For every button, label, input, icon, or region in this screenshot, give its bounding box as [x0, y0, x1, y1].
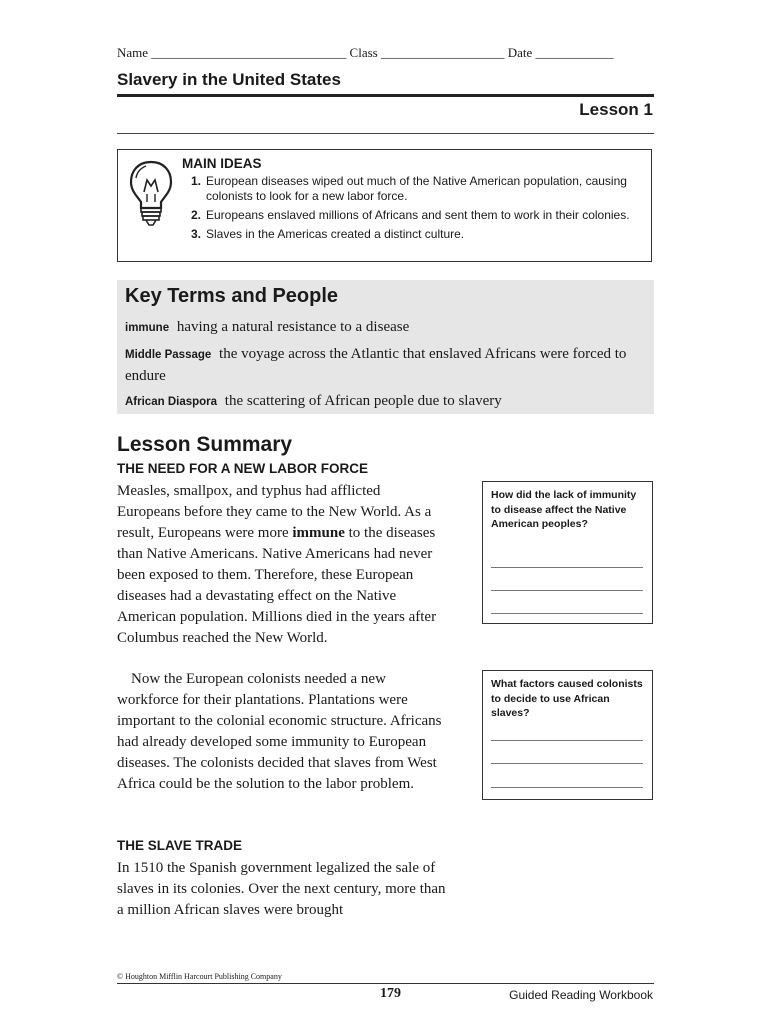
- unit-title: Slavery in the United States: [117, 70, 341, 89]
- section-heading-slave-trade: THE SLAVE TRADE: [117, 838, 243, 853]
- summary-paragraph-3: In 1510 the Spanish government legalized the sale of slaves in its colonies. Over the next century, more than a million African slaves were brought: [117, 860, 446, 918]
- copyright-notice: © Houghton Mifflin Harcourt Publishing Company: [117, 972, 282, 981]
- main-ideas-list: [191, 174, 631, 246]
- key-term: immune: [125, 322, 170, 334]
- workbook-title: Guided Reading Workbook: [509, 988, 653, 1002]
- question-text: How did the lack of immunity to disease affect the Native American peoples?: [491, 489, 637, 530]
- key-term-definition: having a natural resistance to a disease: [176, 319, 410, 335]
- name-class-date-line: Name ______________________________ Class ___________________ Date ____________: [117, 45, 614, 60]
- key-term-definition: the voyage across the Atlantic that enslaved Africans were forced to endure: [125, 346, 627, 384]
- footer-divider: [117, 983, 654, 984]
- key-term-definition: the scattering of African people due to slavery: [224, 393, 502, 409]
- main-ideas-box: [117, 149, 652, 262]
- question-text: What factors caused colonists to decide to use African slaves?: [491, 678, 643, 719]
- answer-line[interactable]: [491, 787, 643, 788]
- key-term-row: [125, 344, 635, 387]
- question-box: [482, 670, 653, 800]
- summary-paragraph-2: Now the European colonists needed a new workforce for their plantations. Plantations were important to the colonial economic structure. Africans had already developed some immunity to European diseases. The colonists decided that slaves from West Africa could be the solution to the labor problem.: [117, 671, 442, 792]
- question-box: [482, 481, 653, 624]
- answer-line[interactable]: [491, 567, 643, 568]
- lesson-label: Lesson 1: [579, 100, 653, 119]
- key-term: Middle Passage: [125, 349, 212, 361]
- answer-line[interactable]: [491, 763, 643, 764]
- lesson-divider: [117, 133, 654, 134]
- main-idea-item: 2. Europeans enslaved millions of Africans and sent them to work in their colonies.: [191, 208, 630, 222]
- key-term: African Diaspora: [125, 396, 218, 408]
- immune-bold-term: immune: [292, 525, 345, 541]
- key-term-row: [125, 391, 635, 413]
- title-divider: [117, 94, 654, 97]
- answer-line[interactable]: [491, 590, 643, 591]
- main-idea-item: 3. Slaves in the Americas created a distinct culture.: [191, 227, 465, 241]
- key-terms-box: [117, 280, 654, 414]
- summary-paragraph-1: Measles, smallpox, and typhus had afflicted Europeans before they came to the New World. As a result, Europeans were more immune to the diseases than Native Americans. Native Americans had never been exposed to them. Therefore, these European diseases had a devastating effect on the Native American population. Millions died in the years after Columbus reached the New World.: [117, 483, 437, 646]
- key-terms-heading: Key Terms and People: [125, 285, 339, 307]
- lesson-summary-heading: Lesson Summary: [117, 433, 293, 456]
- answer-line[interactable]: [491, 613, 643, 614]
- lightbulb-icon: [127, 158, 175, 228]
- section-heading-labor-force: THE NEED FOR A NEW LABOR FORCE: [117, 461, 368, 476]
- key-term-row: [125, 317, 635, 339]
- answer-line[interactable]: [491, 740, 643, 741]
- main-idea-item: 1. European diseases wiped out much of the Native American population, causing colonists to look for a new labor force.: [191, 174, 627, 203]
- main-ideas-heading: MAIN IDEAS: [182, 156, 262, 171]
- page-number: 179: [380, 986, 401, 1001]
